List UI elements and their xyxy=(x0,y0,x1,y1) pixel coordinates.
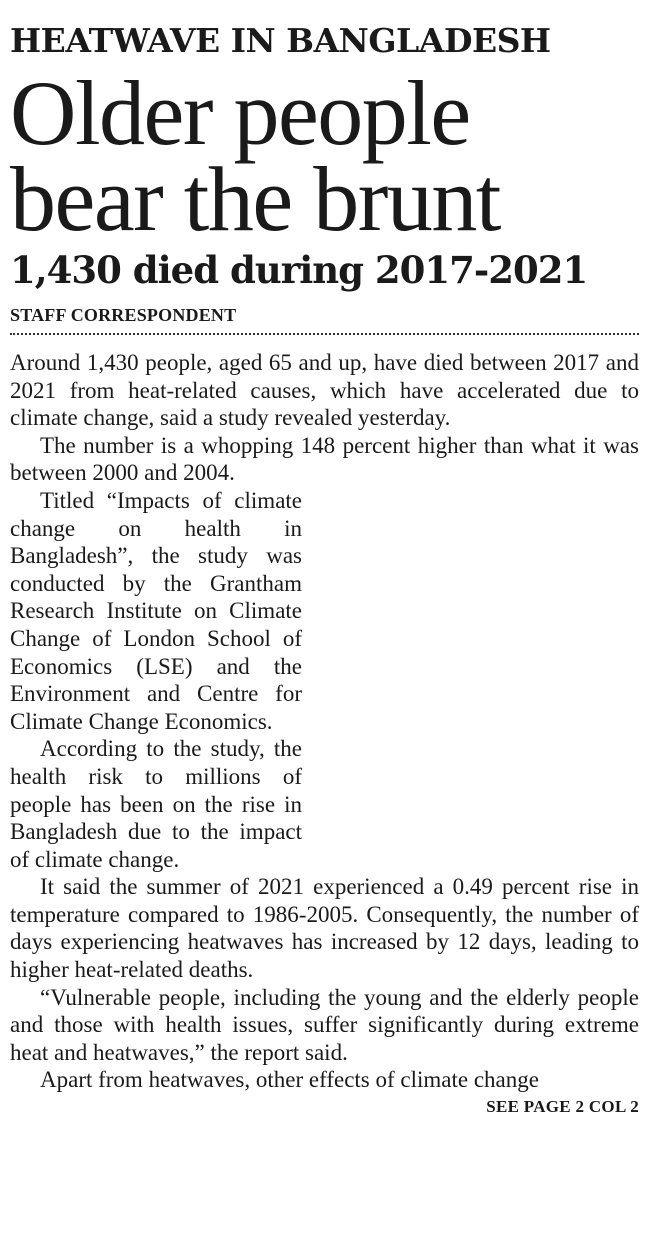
dotted-divider xyxy=(10,333,639,335)
headline xyxy=(10,60,639,250)
paragraph: The number is a whopping 148 percent higher than what it was between 2000 and 2004. xyxy=(10,432,639,486)
paragraph: Titled “Impacts of climate change on health in Bangladesh”, the study was conducted by the Grantham Research Institute on Climate Change of London School of Economics (LSE) and the Environment and Centre for Climate Change Economics. xyxy=(10,487,302,734)
paragraph: Around 1,430 people, aged 65 and up, have died between 2017 and 2021 from heat-related causes, which have accelerated due to climate change, said a study revealed yesterday. xyxy=(10,350,639,431)
subheadline: 1,430 died during 2017-2021 xyxy=(10,248,588,292)
news-article xyxy=(10,0,639,1117)
narrow-column xyxy=(10,487,302,873)
byline: STAFF CORRESPONDENT xyxy=(10,305,237,325)
paragraph: “Vulnerable people, including the young and the elderly people and those with health issues, suffer significantly during extreme heat and heatwaves,” the report said. xyxy=(10,984,639,1065)
paragraph: It said the summer of 2021 experienced a 0.49 percent rise in temperature compared to 1986-2005. Consequently, the number of days experiencing heatwaves has increased by 12 days, leading to higher heat-related deaths. xyxy=(10,874,639,983)
paragraph: Apart from heatwaves, other effects of climate change xyxy=(40,1067,539,1093)
kicker: HEATWAVE IN BANGLADESH xyxy=(10,21,551,60)
paragraph: According to the study, the health risk to millions of people has been on the rise in Bangladesh due to the impact of climate change. xyxy=(10,736,302,872)
headline-line-1: Older people xyxy=(10,62,470,164)
article-body xyxy=(10,349,639,1094)
continuation-note: SEE PAGE 2 COL 2 xyxy=(486,1097,639,1117)
headline-line-2: bear the brunt xyxy=(10,148,500,250)
